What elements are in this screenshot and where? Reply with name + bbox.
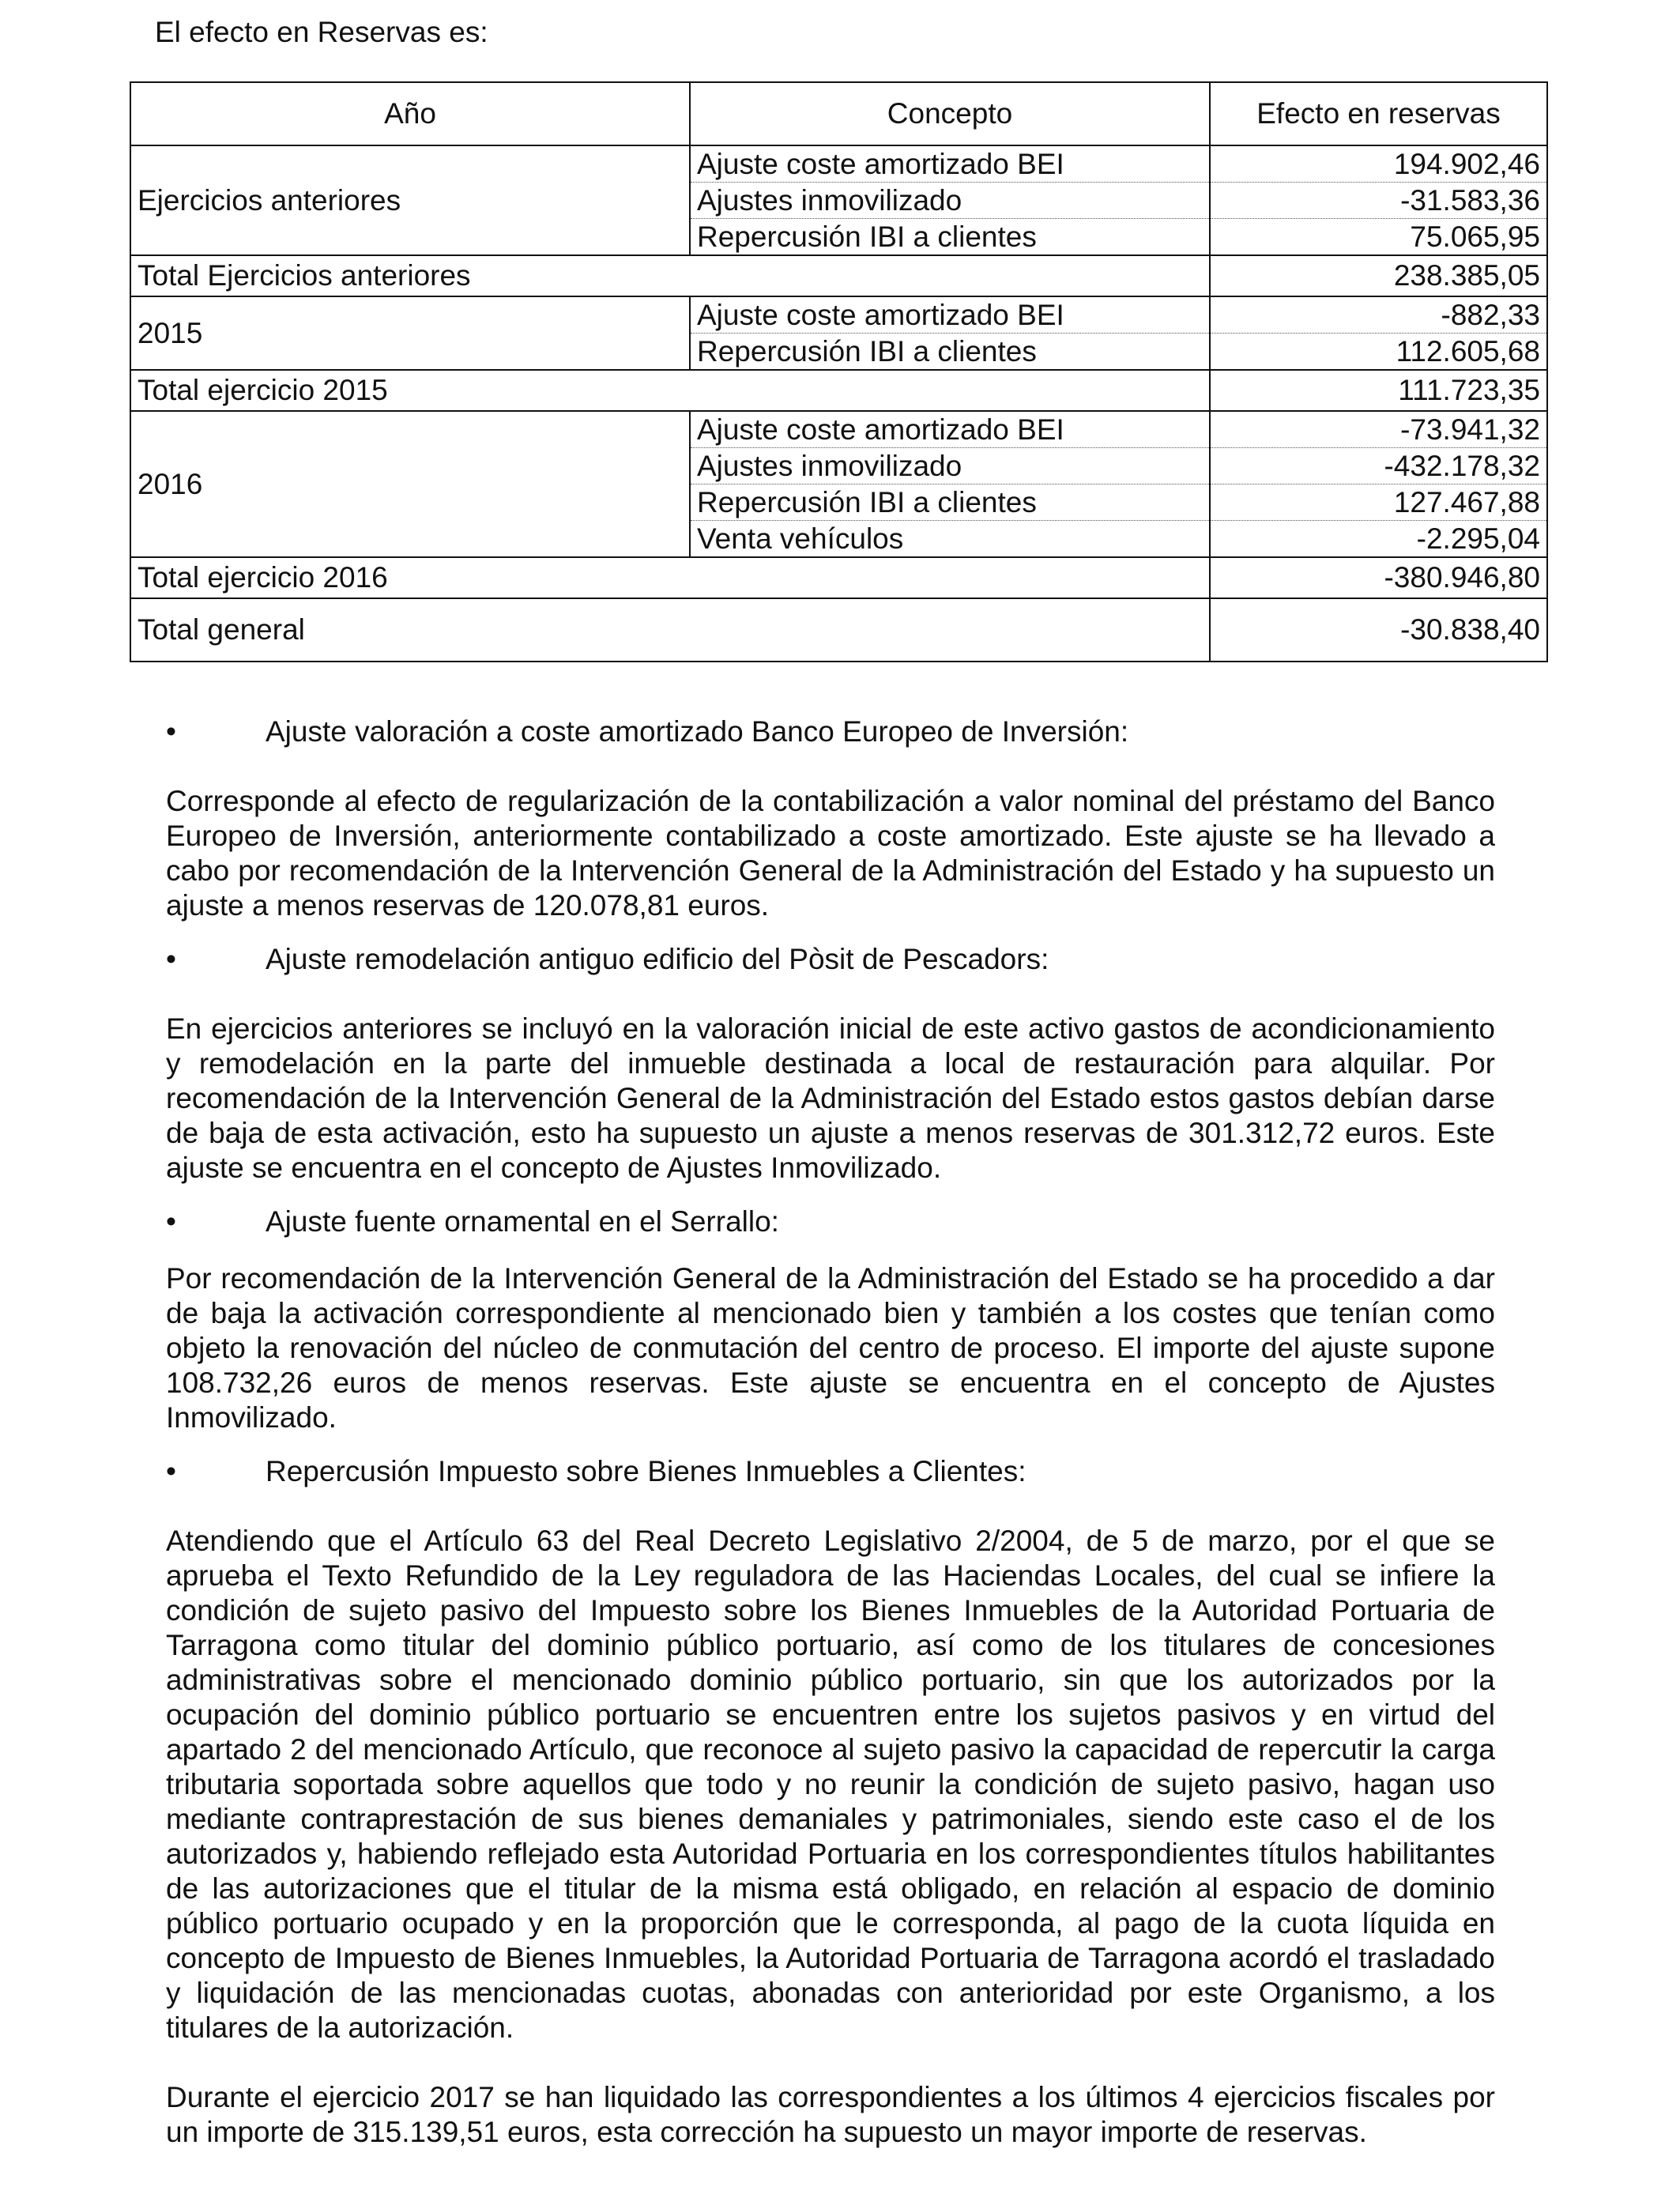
bullet-item (166, 714, 1495, 749)
concept-cell: Ajustes inmovilizado (690, 448, 1210, 484)
paragraph: Atendiendo que el Artículo 63 del Real Decreto Legislativo 2/2004, de 5 de marzo, por el que se aprueba el Texto Refundido de la Ley reguladora de las Haciendas Locales, del cual se infiere la condición de sujeto pasivo del Impuesto sobre los Bienes Inmuebles de la Autoridad Portuaria de Tarragona como titular del dominio público portuario, así como de los titulares de concesiones administrativas sobre el mencionado dominio público portuario, sin que los autorizados por la ocupación del dominio público portuario se encuentren entre los sujetos pasivos y en virtud del apartado 2 del mencionado Artículo, que reconoce al sujeto pasivo la capacidad de repercutir la carga tributaria soportada sobre aquellos que todo y no reunir la condición de sujeto pasivo, hagan uso mediante contraprestación de sus bienes demaniales y patrimoniales, siendo este caso el de los autorizados y, habiendo reflejado esta Autoridad Portuaria en los correspondientes títulos habilitantes de las autorizaciones que el titular de la misma está obligado, en relación al espacio de dominio público portuario ocupado y en la proporción que le corresponda, al pago de la cuota líquida en concepto de Impuesto de Bienes Inmuebles, la Autoridad Portuaria de Tarragona acordó el trasladado y liquidación de las mencionadas cuotas, abonadas con anterioridad por este Organismo, a los titulares de la autorización. (166, 1525, 1495, 2044)
paragraph: Corresponde al efecto de regularización de la contabilización a valor nominal del préstamo del Banco Europeo de Inversión, anteriormente contabilizado a coste amortizado. Este ajuste se ha llevado a cabo por recomendación de la Intervención General de la Administración del Estado y ha supuesto un ajuste a menos reservas de 120.078,81 euros. (166, 785, 1495, 922)
total-label: Total ejercicio 2016 (130, 557, 1210, 598)
table-row (130, 411, 1547, 448)
header-effect: Efecto en reservas (1210, 82, 1547, 145)
bullet-dot-icon: • (166, 1455, 176, 1487)
concept-cell: Ajuste coste amortizado BEI (690, 411, 1210, 448)
amount-cell: -2.295,04 (1210, 521, 1547, 558)
concept-cell: Repercusión IBI a clientes (690, 219, 1210, 256)
table-row (130, 296, 1547, 334)
amount-cell: -432.178,32 (1210, 448, 1547, 484)
total-amount: 111.723,35 (1210, 370, 1547, 411)
total-row (130, 255, 1547, 296)
concept-cell: Venta vehículos (690, 521, 1210, 558)
bullet-item (166, 1204, 1495, 1239)
header-concept: Concepto (690, 82, 1210, 145)
concept-cell: Ajuste coste amortizado BEI (690, 145, 1210, 183)
table-row (130, 145, 1547, 183)
intro-text: El efecto en Reservas es: (155, 16, 488, 48)
amount-cell: 75.065,95 (1210, 219, 1547, 256)
final-paragraph: Durante el ejercicio 2017 se han liquidado las correspondientes a los últimos 4 ejercicios fiscales por un importe de 315.139,51 euros, esta corrección ha supuesto un mayor importe de reservas. (166, 2081, 1495, 2148)
header-year: Año (130, 82, 690, 145)
bullet-text: Repercusión Impuesto sobre Bienes Inmuebles a Clientes: (266, 1455, 1026, 1487)
amount-cell: 194.902,46 (1210, 145, 1547, 183)
total-label: Total ejercicio 2015 (130, 370, 1210, 411)
concept-cell: Repercusión IBI a clientes (690, 334, 1210, 371)
bullet-text: Ajuste valoración a coste amortizado Banco Europeo de Inversión: (266, 715, 1129, 748)
total-row (130, 557, 1547, 598)
grand-total-amount: -30.838,40 (1210, 598, 1547, 662)
amount-cell: 127.467,88 (1210, 484, 1547, 521)
paragraph: En ejercicios anteriores se incluyó en la valoración inicial de este activo gastos de acondicionamiento y remodelación en la parte del inmueble destinada a local de restauración para alquilar. Por recomendación de la Intervención General de la Administración del Estado estos gastos debían darse de baja de esta activación, esto ha supuesto un ajuste a menos reservas de 301.312,72 euros. Este ajuste se encuentra en el concepto de Ajustes Inmovilizado. (166, 1012, 1495, 1184)
amount-cell: -73.941,32 (1210, 411, 1547, 448)
document-body (166, 714, 1495, 2150)
bullet-item (166, 942, 1495, 977)
year-cell: 2016 (130, 411, 690, 557)
year-cell: 2015 (130, 296, 690, 370)
paragraph: Por recomendación de la Intervención General de la Administración del Estado se ha procedido a dar de baja la activación correspondiente al mencionado bien y también a los costes que tenían como objeto la renovación del núcleo de conmutación del centro de proceso. El importe del ajuste supone 108.732,26 euros de menos reservas. Este ajuste se encuentra en el concepto de Ajustes Inmovilizado. (166, 1262, 1495, 1434)
amount-cell: -882,33 (1210, 296, 1547, 334)
concept-cell: Ajustes inmovilizado (690, 183, 1210, 219)
bullet-dot-icon: • (166, 715, 176, 748)
total-amount: 238.385,05 (1210, 255, 1547, 296)
bullet-item (166, 1454, 1495, 1489)
bullet-dot-icon: • (166, 943, 176, 975)
year-cell: Ejercicios anteriores (130, 145, 690, 255)
reserves-table (130, 81, 1548, 662)
total-amount: -380.946,80 (1210, 557, 1547, 598)
bullet-dot-icon: • (166, 1205, 176, 1238)
table-header-row (130, 82, 1547, 145)
grand-total-row (130, 598, 1547, 662)
total-row (130, 370, 1547, 411)
amount-cell: -31.583,36 (1210, 183, 1547, 219)
bullet-text: Ajuste remodelación antiguo edificio del Pòsit de Pescadors: (266, 943, 1049, 975)
total-label: Total Ejercicios anteriores (130, 255, 1210, 296)
bullet-text: Ajuste fuente ornamental en el Serrallo: (266, 1205, 779, 1238)
concept-cell: Repercusión IBI a clientes (690, 484, 1210, 521)
grand-total-label: Total general (130, 598, 1210, 662)
amount-cell: 112.605,68 (1210, 334, 1547, 371)
concept-cell: Ajuste coste amortizado BEI (690, 296, 1210, 334)
